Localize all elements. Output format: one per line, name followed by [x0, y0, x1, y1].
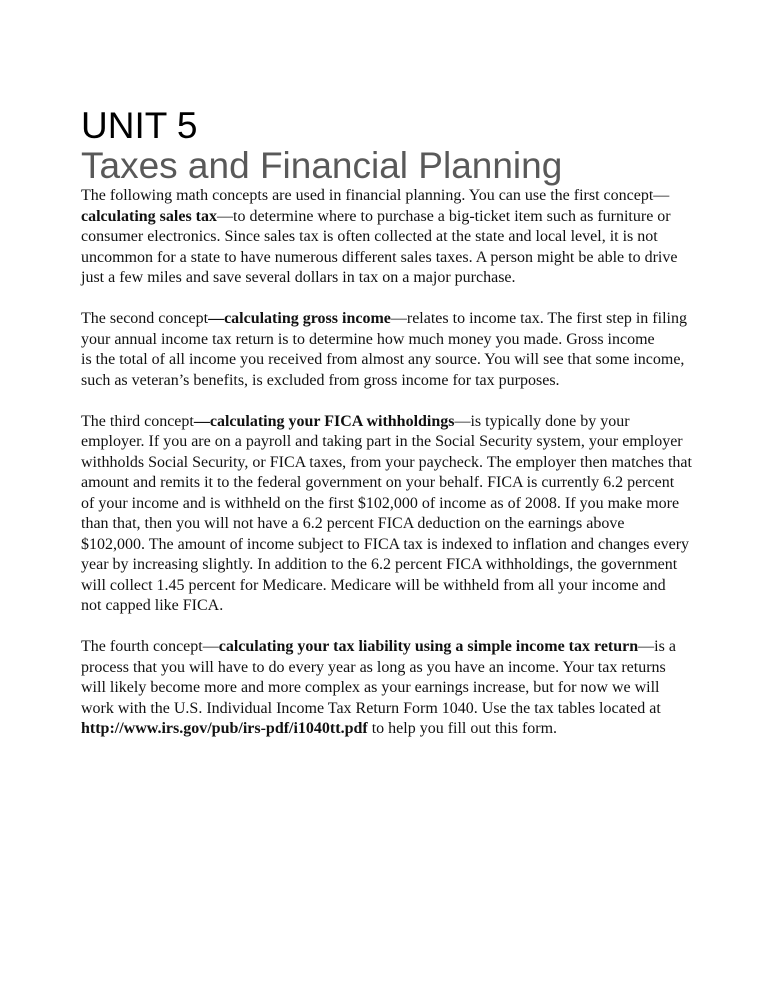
text-segment: than that, then you will not have a 6.2 percent FICA deduction on the earnings above — [81, 515, 625, 532]
concept-term: calculating your tax liability using a simple income tax return — [218, 638, 639, 655]
text-segment: uncommon for a state to have numerous different sales taxes. A person might be able to drive — [81, 248, 678, 266]
text-line — [81, 678, 721, 699]
text-line — [81, 309, 721, 330]
text-line — [81, 658, 721, 679]
text-segment: —is typically done by your — [454, 412, 630, 430]
concept-term: —calculating gross income — [208, 310, 391, 327]
text-segment: such as veteran’s benefits, is excluded from gross income for tax purposes. — [81, 371, 560, 389]
text-line — [81, 576, 721, 597]
text-line — [81, 535, 721, 556]
text-line — [81, 699, 721, 720]
text-line — [81, 227, 721, 248]
text-segment: not capped like FICA. — [81, 597, 224, 614]
unit-title: Taxes and Financial Planning — [81, 145, 563, 186]
text-line — [81, 350, 721, 371]
text-line — [81, 412, 721, 433]
text-line — [81, 268, 721, 289]
text-segment: withholds Social Security, or FICA taxes, from your paycheck. The employer then matches that — [81, 453, 692, 471]
text-segment: of your income and is withheld on the first $102,000 of income as of 2008. If you make more — [81, 494, 680, 512]
text-line — [81, 719, 721, 740]
text-segment: —to determine where to purchase a big-ticket item such as furniture or — [217, 207, 671, 225]
text-segment: The second concept — [81, 310, 209, 327]
paragraph — [81, 186, 721, 289]
text-segment: The third concept — [81, 412, 194, 430]
paragraph — [81, 412, 721, 617]
text-segment: work with the U.S. Individual Income Tax Return Form 1040. Use the tax tables located at — [81, 699, 661, 717]
text-line — [81, 186, 721, 207]
text-segment: The fourth concept— — [81, 638, 219, 655]
text-line — [81, 637, 721, 658]
text-segment: amount and remits it to the federal government on your behalf. FICA is currently 6.2 percent — [81, 474, 675, 491]
tax-tables-link[interactable]: http://www.irs.gov/pub/irs-pdf/i1040tt.pdf — [81, 720, 368, 737]
text-segment: just a few miles and save several dollars in tax on a major purchase. — [81, 269, 516, 286]
text-line — [81, 514, 721, 535]
text-line — [81, 371, 721, 392]
text-segment: your annual income tax return is to determine how much money you made. Gross income — [81, 330, 655, 348]
text-segment: —relates to income tax. The first step in filing — [390, 310, 687, 327]
unit-heading: UNIT 5 — [81, 105, 198, 146]
text-segment: The following math concepts are used in financial planning. You can use the first concept— — [81, 187, 670, 204]
text-line — [81, 432, 721, 453]
text-segment: $102,000. The amount of income subject to FICA tax is indexed to inflation and changes every — [81, 535, 690, 553]
text-segment: will collect 1.45 percent for Medicare. Medicare will be withheld from all your income and — [81, 576, 666, 594]
text-segment: will likely become more and more complex as your earnings increase, but for now we will — [81, 679, 660, 696]
text-line — [81, 330, 721, 351]
document-page — [81, 106, 721, 760]
text-line — [81, 596, 721, 617]
text-line — [81, 453, 721, 474]
paragraph — [81, 309, 721, 391]
paragraph — [81, 637, 721, 740]
text-line — [81, 473, 721, 494]
text-segment: year by increasing slightly. In addition to the 6.2 percent FICA withholdings, the government — [81, 556, 678, 573]
concept-term: —calculating your FICA withholdings — [193, 412, 455, 430]
text-segment: is the total of all income you received from almost any source. You will see that some income, — [81, 351, 685, 368]
text-segment: —is a — [638, 638, 676, 655]
concept-term: calculating sales tax — [81, 207, 217, 225]
text-segment: to help you fill out this form. — [367, 720, 558, 737]
text-line — [81, 494, 721, 515]
text-line — [81, 555, 721, 576]
text-line — [81, 248, 721, 269]
text-segment: process that you will have to do every year as long as you have an income. Your tax returns — [81, 658, 666, 676]
text-line — [81, 207, 721, 228]
document-body — [81, 186, 721, 740]
text-segment: employer. If you are on a payroll and taking part in the Social Security system, your employer — [81, 433, 683, 450]
text-segment: consumer electronics. Since sales tax is often collected at the state and local level, it is not — [81, 228, 658, 245]
